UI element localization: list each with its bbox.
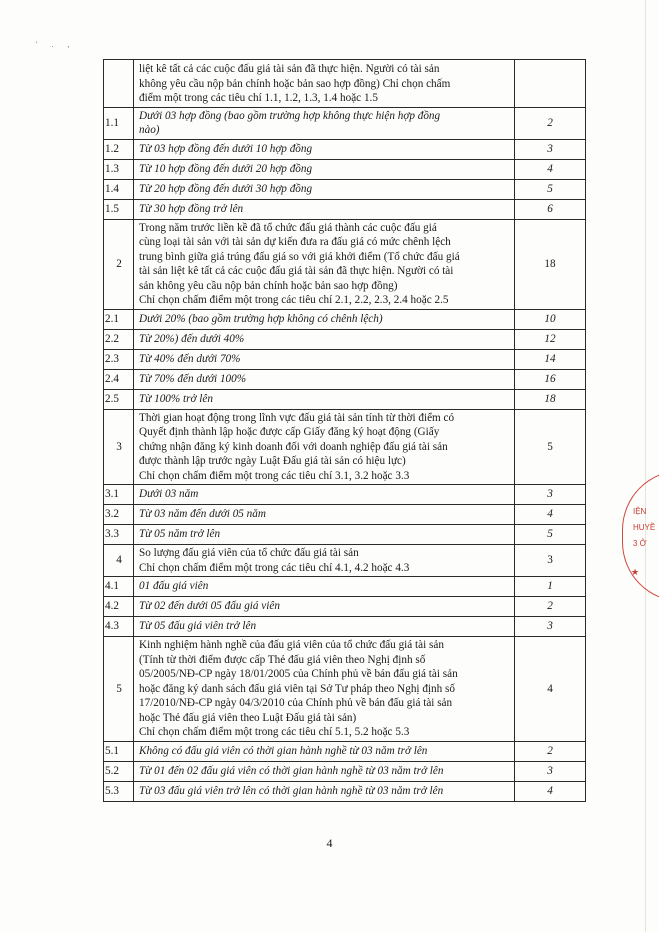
criterion-text [134,485,515,505]
scan-edge-line [645,0,646,932]
scan-specks: ' . , [36,40,76,49]
table-row [104,60,586,108]
criterion-text [134,781,515,801]
criterion-score: 2 [515,741,586,761]
table-row [104,741,586,761]
criterion-text [134,159,515,179]
criterion-score: 10 [515,309,586,329]
criterion-number: 5.1 [104,741,134,761]
criterion-score: 5 [515,525,586,545]
criterion-text-line: tài sản liệt kê tất cả các cuộc đấu giá tài sản đã thực hiện. Người có tài [139,265,454,277]
criterion-text-line: 05/2005/NĐ-CP ngày 18/01/2005 của Chính phủ về bán đấu giá tài sản [139,668,458,680]
criterion-text [134,741,515,761]
criterion-number: 3.1 [104,485,134,505]
table-row [104,329,586,349]
criterion-text-line: So lượng đấu giá viên của tổ chức đấu giá tài sản [139,547,359,559]
criterion-number: 2.5 [104,389,134,409]
criterion-text-line: Từ 02 đến dưới 05 đấu giá viên [139,600,280,613]
criterion-number: 1.2 [104,139,134,159]
stamp-text-3: 3 Ở [633,539,647,548]
criterion-text [134,107,515,139]
criterion-text [134,409,515,485]
criterion-score: 16 [515,369,586,389]
stamp-star-icon: ★ [631,567,640,577]
criterion-score: 3 [515,617,586,637]
criterion-number: 4.1 [104,577,134,597]
table-row [104,637,586,742]
criterion-text-line: Từ 10 hợp đồng đến dưới 20 hợp đồng [139,162,313,175]
criterion-text-line: Không có đấu giá viên có thời gian hành nghề từ 03 năm trở lên [139,744,428,757]
criterion-text-line: hoặc đăng ký danh sách đấu giá viên tại Sở Tư pháp theo Nghị định số [139,682,455,695]
criterion-text-line: Từ 01 đến 02 đấu giá viên có thời gian hành nghề từ 03 năm trở lên [139,764,444,777]
table-row [104,525,586,545]
criterion-text-line: Trong năm trước liền kề đã tổ chức đấu giá thành các cuộc đấu giá [139,221,437,234]
criterion-score: 4 [515,505,586,525]
criterion-text-line: 17/2010/NĐ-CP ngày 04/3/2010 của Chính phủ về bán đấu giá tài sản [139,697,453,709]
page-number: 4 [326,836,333,850]
criterion-text-line: Chỉ chọn chấm điểm một trong các tiêu chí 3.1, 3.2 hoặc 3.3 [139,469,410,482]
criterion-text [134,60,515,108]
criterion-text-line: trung bình giữa giá trúng đấu giá so với giá khởi điểm (Tổ chức đấu giá [139,250,460,263]
table-row [104,139,586,159]
criterion-text [134,349,515,369]
table-row [104,349,586,369]
criterion-number: 4.2 [104,597,134,617]
table-row [104,761,586,781]
criterion-text-line: Dưới 03 năm [139,488,199,501]
criterion-number: 5 [104,637,134,742]
criterion-number: 3 [104,409,134,485]
criterion-number: 4.3 [104,617,134,637]
criterion-text [134,525,515,545]
criterion-text-line: cùng loại tài sản với tài sản dự kiến đưa ra đấu giá có mức chênh lệch [139,236,451,248]
criterion-score: 12 [515,329,586,349]
criterion-text-line: sản không yêu cầu nộp bản chính hoặc bản sao hợp đồng) [139,279,398,292]
criterion-text [134,309,515,329]
criterion-text [134,545,515,577]
criterion-text [134,389,515,409]
criterion-text [134,761,515,781]
criterion-text-line: Từ 05 năm trở lên [139,528,221,541]
criterion-score: 2 [515,107,586,139]
table-row [104,369,586,389]
criterion-score: 3 [515,485,586,505]
criterion-text-line: Chỉ chọn chấm điểm một trong các tiêu chí 2.1, 2.2, 2.3, 2.4 hoặc 2.5 [139,294,449,306]
criterion-text-line: Từ 03 đấu giá viên trở lên có thời gian hành nghề từ 03 năm trở lên [139,784,444,797]
criterion-score: 5 [515,409,586,485]
criterion-number: 2 [104,219,134,309]
criterion-score: 3 [515,545,586,577]
criterion-score: 5 [515,179,586,199]
criterion-text-line: chứng nhận đăng ký kinh doanh đối với doanh nghiệp đấu giá tài sản [139,440,448,453]
criterion-score: 4 [515,781,586,801]
criterion-text [134,577,515,597]
table-body [104,60,586,802]
table-row [104,389,586,409]
criterion-text [134,179,515,199]
criterion-number: 2.2 [104,329,134,349]
criterion-score: 3 [515,139,586,159]
criterion-score: 1 [515,577,586,597]
criterion-text-line: Từ 20%) đến dưới 40% [139,332,245,345]
criterion-number: 4 [104,545,134,577]
criterion-number: 1.4 [104,179,134,199]
criterion-score [515,60,586,108]
criterion-number: 5.2 [104,761,134,781]
table-row [104,781,586,801]
criterion-number: 1.1 [104,107,134,139]
criterion-text-line: liệt kê tất cả các cuộc đấu giá tài sản đã thực hiện. Người có tài sản [139,63,440,75]
criterion-text-line: Thời gian hoạt động trong lĩnh vực đấu giá tài sản tính từ thời điểm có [139,411,455,424]
criterion-score: 4 [515,637,586,742]
criterion-number: 2.3 [104,349,134,369]
criterion-score: 18 [515,389,586,409]
criterion-text-line: nào) [139,124,160,136]
criterion-number: 5.3 [104,781,134,801]
criterion-score: 18 [515,219,586,309]
stamp-text-2: HUYỀ [633,523,656,532]
stamp-text-1: IỆN [633,507,647,516]
table-row [104,219,586,309]
table-row [104,179,586,199]
criterion-score: 6 [515,199,586,219]
criterion-text-line: Dưới 20% (bao gồm trường hợp không có chênh lệch) [139,312,383,325]
criterion-text-line: Kinh nghiệm hành nghề của đấu giá viên của tổ chức đấu giá tài sản [139,639,444,651]
table-row [104,309,586,329]
criterion-text [134,329,515,349]
criterion-number: 1.5 [104,199,134,219]
criterion-score: 14 [515,349,586,369]
criterion-text-line: điểm một trong các tiêu chí 1.1, 1.2, 1.3, 1.4 hoặc 1.5 [139,92,378,104]
table-row [104,597,586,617]
criterion-text-line: Từ 03 hợp đồng đến dưới 10 hợp đồng [139,142,313,155]
criterion-text-line: Từ 70% đến dưới 100% [139,372,247,385]
table-row [104,505,586,525]
criterion-number: 3.3 [104,525,134,545]
criterion-text-line: Từ 03 năm đến dưới 05 năm [139,508,266,521]
criterion-text [134,637,515,742]
criterion-text-line: Chỉ chọn chấm điểm một trong các tiêu chí 4.1, 4.2 hoặc 4.3 [139,561,410,574]
criterion-text-line: hoặc Thẻ đấu giá viên theo Luật Đấu giá tài sản) [139,711,357,724]
criterion-number: 2.1 [104,309,134,329]
criterion-text [134,505,515,525]
criterion-text-line: (Tính từ thời điểm được cấp Thẻ đấu giá viên theo Nghị định số [139,653,426,666]
table-row [104,577,586,597]
table-row [104,617,586,637]
table-row [104,159,586,179]
criterion-number: 3.2 [104,505,134,525]
criterion-text-line: Dưới 03 hợp đồng (bao gồm trường hợp không thực hiện hợp đồng [139,109,441,122]
table-row [104,545,586,577]
criterion-text-line: không yêu cầu nộp bản chính hoặc bản sao hợp đồng) Chỉ chọn chấm [139,77,451,90]
criterion-text-line: 01 đấu giá viên [139,580,209,593]
criterion-text [134,597,515,617]
criterion-score: 2 [515,597,586,617]
criterion-number: 1.3 [104,159,134,179]
criterion-text-line: Từ 40% đến dưới 70% [139,352,241,365]
table-row [104,409,586,485]
table-row [104,485,586,505]
criterion-text-line: được thành lập trước ngày Luật Đấu giá tài sản có hiệu lực) [139,455,406,467]
criterion-text [134,617,515,637]
table-row [104,199,586,219]
criterion-text-line: Từ 100% trở lên [139,392,213,405]
criterion-text-line: Từ 30 hợp đồng trở lên [139,202,244,215]
criterion-number: 2.4 [104,369,134,389]
criterion-text-line: Từ 20 hợp đồng đến dưới 30 hợp đồng [139,182,313,195]
criterion-text [134,369,515,389]
criterion-text [134,139,515,159]
criterion-number [104,60,134,108]
table-row [104,107,586,139]
criterion-score: 4 [515,159,586,179]
criterion-text [134,219,515,309]
criterion-text-line: Chỉ chọn chấm điểm một trong các tiêu chí 5.1, 5.2 hoặc 5.3 [139,726,410,738]
scoring-criteria-table [103,59,586,802]
criterion-text [134,199,515,219]
criterion-text-line: Quyết định thành lập hoặc được cấp Giấy đăng ký hoạt động (Giấy [139,426,440,438]
red-seal-stamp [622,470,659,602]
criterion-text-line: Từ 05 đấu giá viên trở lên [139,620,257,633]
criterion-score: 3 [515,761,586,781]
